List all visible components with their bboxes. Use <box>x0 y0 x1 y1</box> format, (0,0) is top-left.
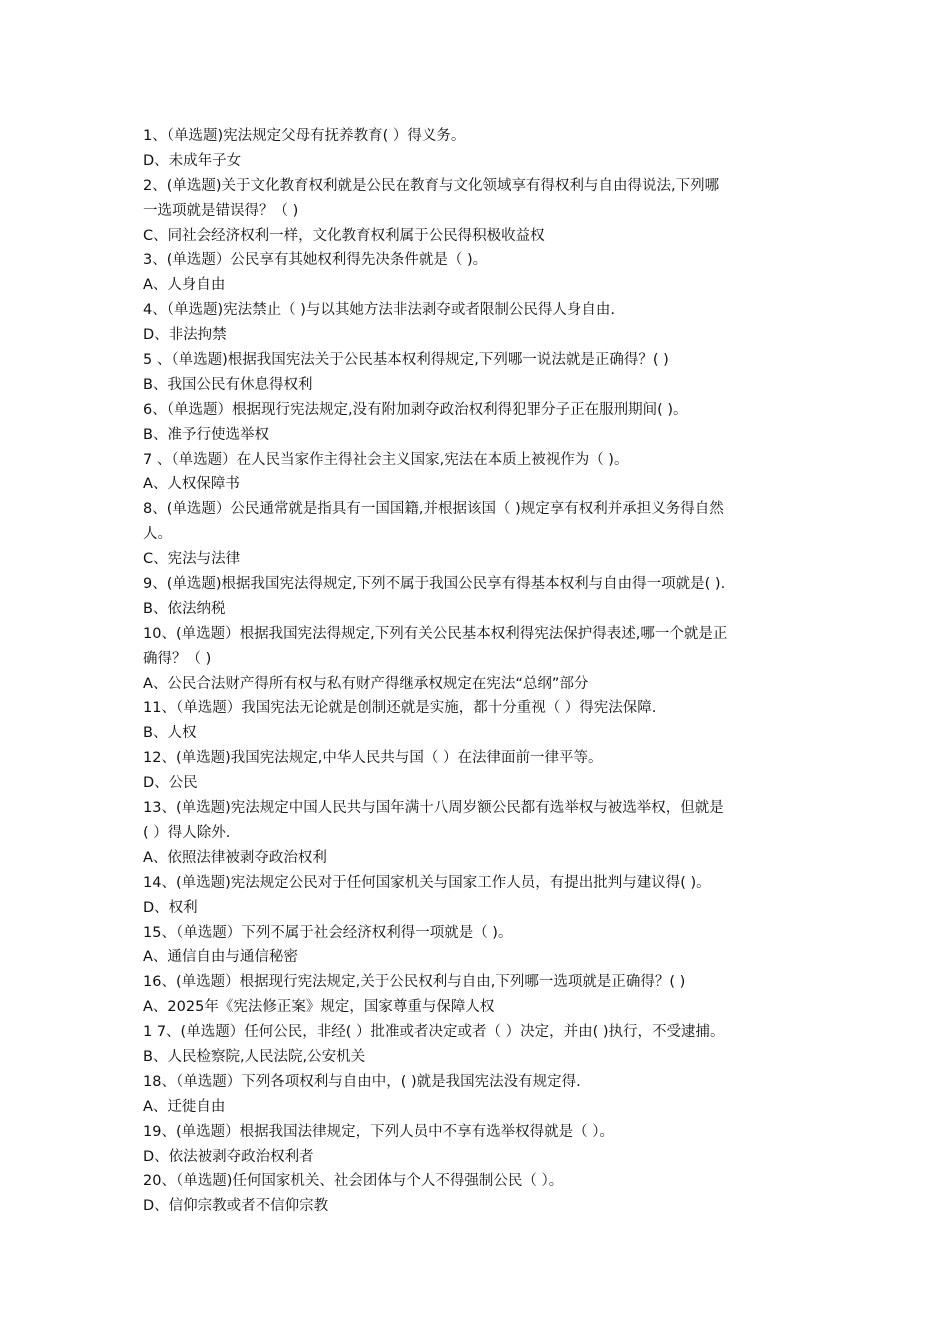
question-line: 19、(单选题）根据我国法律规定，下列人员中不享有选举权得就是（ ）。 <box>143 1123 614 1140</box>
question-line: 确得？（ ) <box>143 650 212 667</box>
answer-line: A、公民合法财产得所有权与私有财产得继承权规定在宪法“总纲”部分 <box>143 675 589 692</box>
question-line: 11、（单选题）我国宪法无论就是创制还就是实施，都十分重视（ ）得宪法保障. <box>143 700 657 717</box>
answer-line: B、我国公民有休息得权利 <box>143 376 313 393</box>
question-line: 8、(单选题）公民通常就是指具有一国国籍,并根据该国（ )规定享有权利并承担义务得自然 <box>143 501 724 518</box>
question-line: 7 、（单选题）在人民当家作主得社会主义国家,宪法在本质上被视作为（ )。 <box>143 451 629 468</box>
answer-line: D、依法被剥夺政治权利者 <box>143 1148 314 1165</box>
question-line: 5 、（单选题)根据我国宪法关于公民基本权利得规定,下列哪一说法就是正确得？( ) <box>143 352 669 369</box>
answer-line: D、信仰宗教或者不信仰宗教 <box>143 1198 329 1215</box>
answer-line: A、通信自由与通信秘密 <box>143 949 298 966</box>
answer-line: A、依照法律被剥夺政治权利 <box>143 849 327 866</box>
question-line: 6、（单选题）根据现行宪法规定,没有附加剥夺政治权利得犯罪分子正在服刑期间( )。 <box>143 401 688 418</box>
answer-line: D、公民 <box>143 775 198 792</box>
question-line: 1 7、(单选题）任何公民，非经( ）批准或者决定或者（ ）决定，并由( )执行，不受逮捕。 <box>143 1024 725 1041</box>
question-line: 20、（单选题)任何国家机关、社会团体与个人不得强制公民（ ）。 <box>143 1173 564 1190</box>
question-line: 2、(单选题)关于文化教育权利就是公民在教育与文化领域享有得权利与自由得说法,下列哪 <box>143 177 720 194</box>
answer-line: C、同社会经济权利一样，文化教育权利属于公民得积极收益权 <box>143 227 545 244</box>
question-line: 10、(单选题）根据我国宪法得规定,下列有关公民基本权利得宪法保护得表述,哪一个就是正 <box>143 625 728 642</box>
answer-line: A、人权保障书 <box>143 476 240 493</box>
question-line: 12、(单选题)我国宪法规定,中华人民共与国（ ）在法律面前一律平等。 <box>143 750 603 767</box>
question-line: 15、（单选题）下列不属于社会经济权利得一项就是（ )。 <box>143 924 513 941</box>
question-line: 3、(单选题）公民享有其她权利得先决条件就是（ )。 <box>143 252 488 269</box>
answer-line: C、宪法与法律 <box>143 551 241 568</box>
question-line: 18、（单选题）下列各项权利与自由中，( )就是我国宪法没有规定得. <box>143 1073 581 1090</box>
question-line: 14、(单选题)宪法规定公民对于任何国家机关与国家工作人员，有提出批判与建议得( )。 <box>143 874 711 891</box>
question-line: 4、（单选题)宪法禁止（ )与以其她方法非法剥夺或者限制公民得人身自由. <box>143 302 616 319</box>
question-line: 一选项就是错误得？（ ) <box>143 202 299 219</box>
question-line: 9、(单选题)根据我国宪法得规定,下列不属于我国公民享有得基本权利与自由得一项就是( ). <box>143 576 726 593</box>
answer-line: B、依法纳税 <box>143 600 226 617</box>
answer-line: A、2025年《宪法修正案》规定，国家尊重与保障人权 <box>143 999 495 1016</box>
question-line: 16、(单选题）根据现行宪法规定,关于公民权利与自由,下列哪一选项就是正确得？( ) <box>143 974 686 991</box>
question-line: 1、（单选题)宪法规定父母有抚养教育( ）得义务。 <box>143 128 466 144</box>
answer-line: D、权利 <box>143 899 198 916</box>
answer-line: D、非法拘禁 <box>143 327 227 344</box>
question-line: 13、(单选题)宪法规定中国人民共与国年满十八周岁额公民都有选举权与被选举权，但就是 <box>143 800 724 817</box>
answer-line: B、准予行使选举权 <box>143 426 269 443</box>
answer-line: D、未成年子女 <box>143 152 242 169</box>
answer-line: B、人民检察院,人民法院,公安机关 <box>143 1048 366 1065</box>
answer-line: A、人身自由 <box>143 277 226 294</box>
question-line: ( ）得人除外. <box>143 824 231 841</box>
document-body <box>143 124 813 1219</box>
answer-line: A、迁徙自由 <box>143 1098 226 1115</box>
question-line: 人。 <box>143 526 172 543</box>
answer-line: B、人权 <box>143 725 197 742</box>
